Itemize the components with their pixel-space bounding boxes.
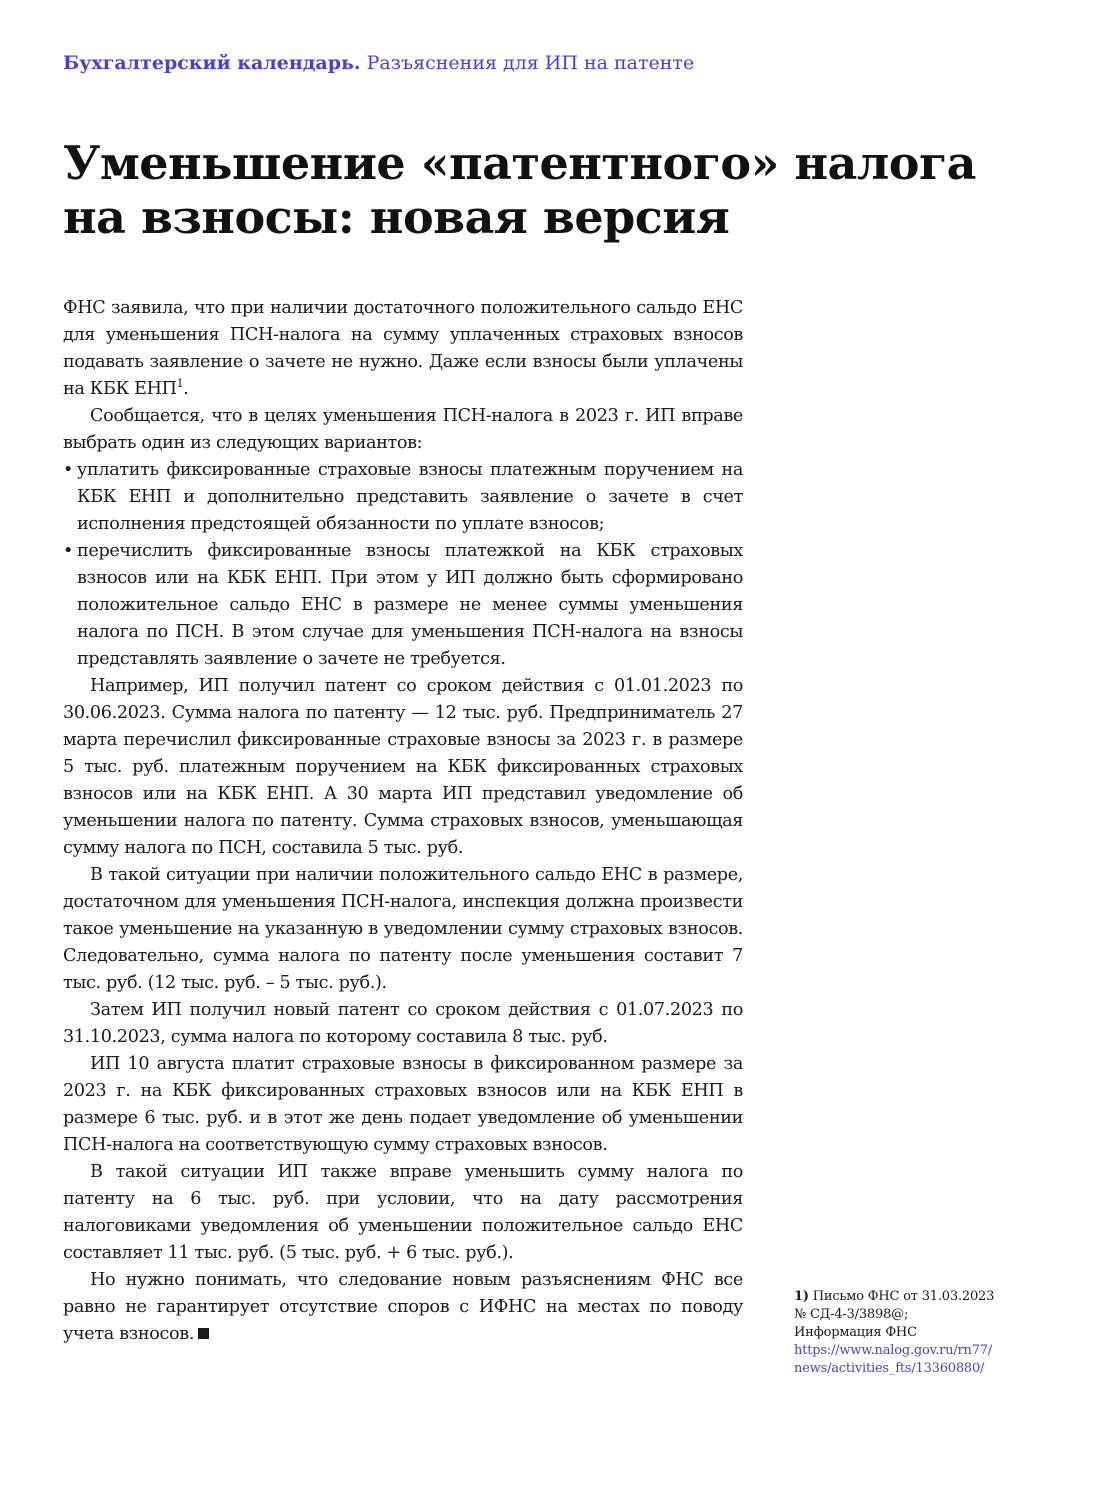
example-paragraph-5: В такой ситуации ИП также вправе уменьшить сумму налога по патенту на 6 тыс. руб. при условии, что на дату рассмотрения налоговиками уведомления об уменьшении положительное сальдо ЕНС составляет 11 тыс. руб. (5 тыс. руб. + 6 тыс. руб.). — [63, 1162, 743, 1263]
example-paragraph-1: Например, ИП получил патент со сроком действия с 01.01.2023 по 30.06.2023. Сумма налога по патенту — 12 тыс. руб. Предприниматель 27 марта перечислил фиксированные страховые взносы за 2023 г. в размере 5 тыс. руб. платежным поручением на КБК фиксированных страховых взносов или на КБК ЕНП. А 30 марта ИП представил уведомление об уменьшении налога по патенту. Сумма страховых взносов, уменьшающая сумму налога по ПСН, составила 5 тыс. руб. — [63, 676, 743, 858]
footnote-line-3: Информация ФНС — [794, 1325, 917, 1340]
intro-text: ФНС заявила, что при наличии достаточного положительного сальдо ЕНС для уменьшения ПСН-налога на сумму уплаченных страховых взносов подавать заявление о зачете не нужно. Даже если взносы были уплачены на КБК ЕНП — [63, 298, 743, 399]
conclusion-paragraph — [63, 1267, 743, 1348]
list-item: • уплатить фиксированные страховые взносы платежным поручением на КБК ЕНП и дополнительно представить заявление о зачете в счет исполнения предстоящей обязанности по уплате взносов; — [63, 457, 743, 538]
end-of-article-mark — [198, 1328, 209, 1339]
footnote-ref[interactable]: 1 — [176, 377, 184, 391]
header-subsection: Разъяснения для ИП на патенте — [366, 52, 695, 74]
article-title — [63, 136, 1023, 244]
intro-paragraph: ФНС заявила, что при наличии достаточного положительного сальдо ЕНС для уменьшения ПСН-налога на сумму уплаченных страховых взносов подавать заявление о зачете не нужно. Даже если взносы были уплачены на КБК ЕНП$^1$. — [63, 298, 743, 399]
options-list — [63, 457, 743, 673]
conclusion-text: Но нужно понимать, что следование новым разъяснениям ФНС все равно не гарантирует отсутствие споров с ИФНС на местах по поводу учета взносов. — [63, 1270, 743, 1344]
example-paragraph-4: ИП 10 августа платит страховые взносы в фиксированном размере за 2023 г. на КБК фиксированных страховых взносов или на КБК ЕНП в размере 6 тыс. руб. и в этот же день подает уведомление об уменьшении ПСН-налога на соответствующую сумму страховых взносов. — [63, 1054, 743, 1155]
footnote-line-1 — [794, 1288, 1054, 1306]
running-header — [63, 52, 694, 74]
title-line-2: на взносы: новая версия — [63, 190, 730, 244]
options-intro-paragraph: Сообщается, что в целях уменьшения ПСН-налога в 2023 г. ИП вправе выбрать один из следующих вариантов: — [63, 406, 743, 453]
list-item: • перечислить фиксированные взносы платежкой на КБК страховых взносов или на КБК ЕНП. При этом у ИП должно быть сформировано положительное сальдо ЕНС в размере не менее суммы уменьшения налога по ПСН. В этом случае для уменьшения ПСН-налога на взносы представлять заявление о зачете не требуется. — [63, 538, 743, 673]
header-section: Бухгалтерский календарь. — [63, 52, 361, 74]
footnote-line-2: № СД-4-3/3898@; — [794, 1307, 909, 1322]
footnote-source: Письмо ФНС от 31.03.2023 — [812, 1289, 995, 1304]
article-body — [63, 295, 743, 1348]
footnote — [794, 1288, 1054, 1378]
footnote-link[interactable]: https://www.nalog.gov.ru/rn77/ news/activities_fts/13360880/ — [794, 1343, 993, 1376]
example-paragraph-3: Затем ИП получил новый патент со сроком действия с 01.07.2023 по 31.10.2023, сумма налога по которому составила 8 тыс. руб. — [63, 1000, 743, 1047]
footnote-number: 1) — [794, 1289, 809, 1304]
title-line-1: Уменьшение «патентного» налога — [63, 136, 976, 190]
example-paragraph-2: В такой ситуации при наличии положительного сальдо ЕНС в размере, достаточном для уменьшения ПСН-налога, инспекция должна произвести такое уменьшение на указанную в уведомлении сумму страховых взносов. Следовательно, сумма налога по патенту после уменьшения составит 7 тыс. руб. (12 тыс. руб. – 5 тыс. руб.). — [63, 865, 743, 993]
